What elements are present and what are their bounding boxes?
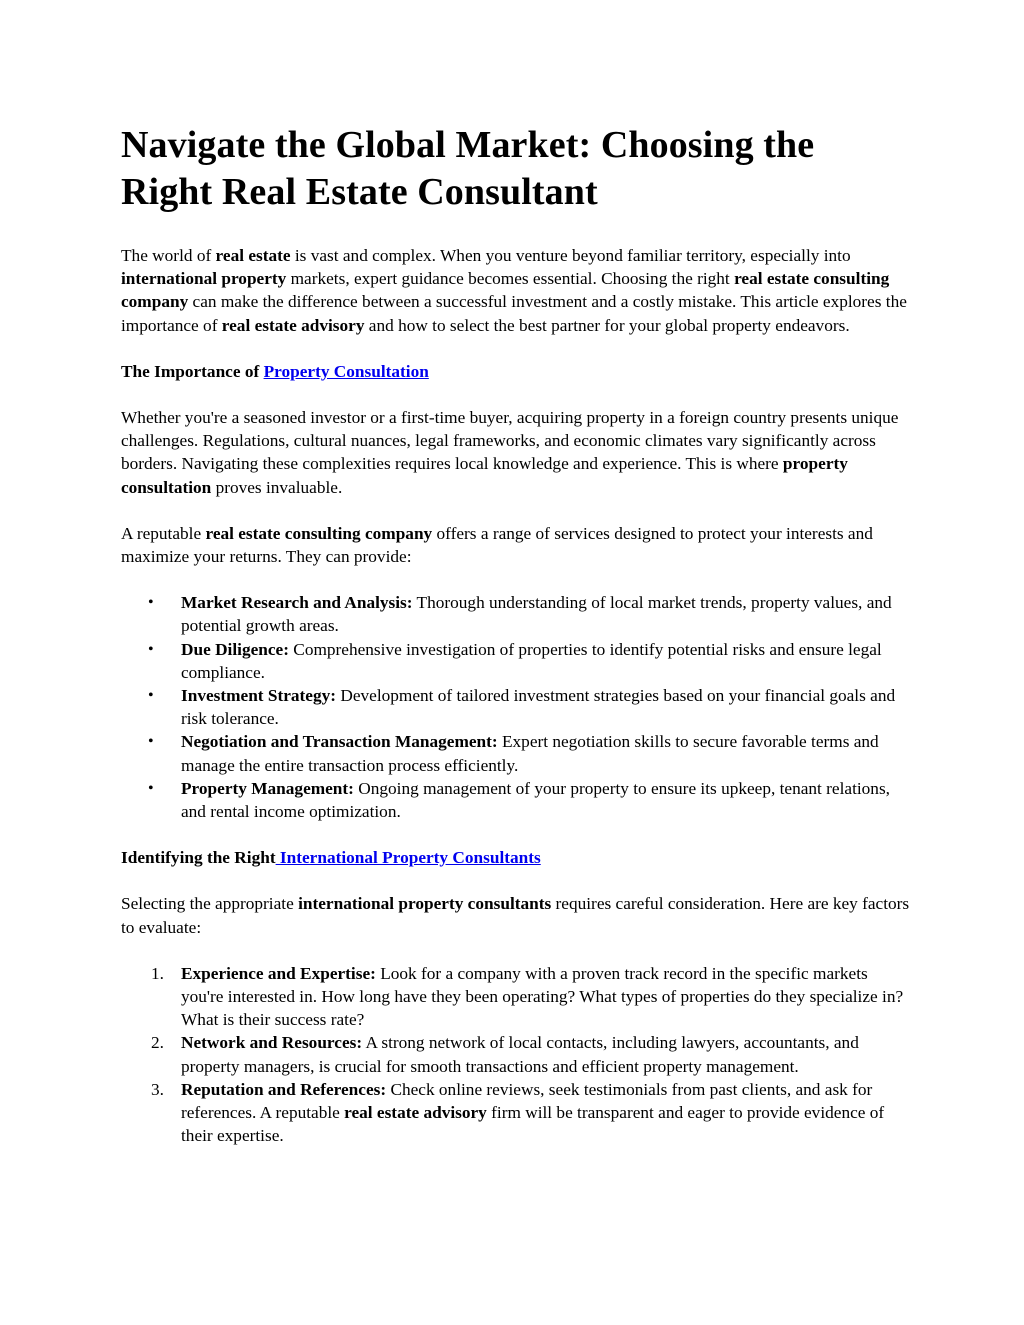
section-heading-prefix: The Importance of [121, 361, 264, 381]
list-item [121, 1031, 911, 1077]
list-item-term: Market Research and Analysis: [181, 593, 413, 613]
list-item-desc: Look for a company with a proven track record in the specific markets you're interested in. How long have they been operating? What types of properties do they specialize in? What is their success rate? [181, 963, 904, 1030]
list-item-term: Property Management: [181, 778, 354, 798]
bullet-icon: • [148, 687, 154, 705]
identifying-paragraph [121, 892, 911, 938]
section-heading-prefix: Identifying the Right [121, 848, 276, 868]
list-item-term: Experience and Expertise: [181, 963, 376, 983]
paragraph-bold: property consultation [121, 454, 848, 497]
factors-list [121, 962, 911, 1148]
intro-text-5: and how to select the best partner for your global property endeavors. [364, 315, 850, 335]
intro-bold-3: real estate consulting company [121, 269, 890, 312]
list-item [121, 1078, 911, 1148]
list-item-desc: Thorough understanding of local market trends, property values, and potential growth areas. [181, 593, 892, 636]
paragraph-text: requires careful consideration. Here are key factors to evaluate: [121, 894, 910, 937]
page-title: Navigate the Global Market: Choosing the Right Real Estate Consultant [121, 124, 815, 213]
list-item-term: Reputation and References: [181, 1079, 387, 1099]
list-item-bold: real estate advisory [344, 1103, 487, 1123]
list-item-desc: Development of tailored investment strategies based on your financial goals and risk tolerance. [181, 686, 896, 729]
intro-bold-4: real estate advisory [221, 315, 365, 335]
importance-paragraph-2 [121, 522, 911, 568]
list-item [121, 962, 911, 1032]
list-number: 1. [151, 963, 164, 983]
international-property-consultants-link[interactable]: International Property Consultants [275, 848, 541, 868]
importance-paragraph-1 [121, 406, 911, 499]
intro-bold-1: real estate [215, 246, 291, 265]
list-item-term: Due Diligence: [181, 639, 289, 659]
paragraph-bold: international property consultants [298, 894, 552, 914]
services-list [121, 591, 911, 823]
paragraph-bold: real estate consulting company [205, 523, 433, 543]
property-consultation-link[interactable]: Property Consultation [263, 361, 429, 381]
list-item-desc: firm will be transparent and eager to provide evidence of their expertise. [181, 1103, 885, 1146]
list-item [121, 730, 911, 776]
list-item-desc: Expert negotiation skills to secure favorable terms and manage the entire transaction process efficiently. [181, 732, 879, 775]
list-item-term: Network and Resources: [181, 1033, 363, 1053]
intro-text-4: can make the difference between a successful investment and a costly mistake. This article explores the importance of [121, 292, 907, 335]
paragraph-text: A reputable [121, 523, 206, 543]
list-number: 3. [151, 1079, 164, 1099]
section-heading-importance [121, 360, 911, 383]
intro-bold-2: international property [121, 269, 287, 289]
list-item [121, 638, 911, 684]
list-item-desc: A strong network of local contacts, including lawyers, accountants, and property managers, is crucial for smooth transactions and efficient property management. [181, 1033, 859, 1076]
list-item-term: Investment Strategy: [181, 686, 337, 706]
bullet-icon: • [148, 640, 154, 658]
bullet-icon: • [148, 733, 154, 751]
paragraph-text: offers a range of services designed to protect your interests and maximize your returns. They can provide: [121, 523, 873, 567]
list-item-desc: Check online reviews, seek testimonials from past clients, and ask for references. A reputable [181, 1079, 873, 1123]
list-item [121, 684, 911, 730]
paragraph-text: Whether you're a seasoned investor or a first-time buyer, acquiring property in a foreign country presents unique challenges. Regulations, cultural nuances, legal frameworks, and economic climates vary significantly across borders. Navigating these complexities requires local knowledge and experience. This is where [121, 408, 899, 474]
intro-text-3: markets, expert guidance becomes essential. Choosing the right [286, 269, 735, 289]
intro-paragraph [121, 244, 911, 337]
list-item-desc: Comprehensive investigation of properties to identify potential risks and ensure legal compliance. [181, 639, 882, 682]
list-item [121, 591, 911, 637]
bullet-icon: • [148, 594, 154, 612]
bullet-icon: • [148, 779, 154, 797]
list-item [121, 777, 911, 823]
paragraph-text: proves invaluable. [211, 477, 343, 497]
list-item-term: Negotiation and Transaction Management: [181, 732, 498, 752]
intro-text-1: The world of [121, 246, 216, 265]
list-item-desc: Ongoing management of your property to ensure its upkeep, tenant relations, and rental income optimization. [181, 778, 890, 822]
section-heading-identifying [121, 846, 911, 869]
list-number: 2. [151, 1033, 164, 1053]
intro-text-2: is vast and complex. When you venture beyond familiar territory, especially into [290, 246, 851, 265]
document-page [121, 122, 911, 1148]
paragraph-text: Selecting the appropriate [121, 894, 299, 914]
